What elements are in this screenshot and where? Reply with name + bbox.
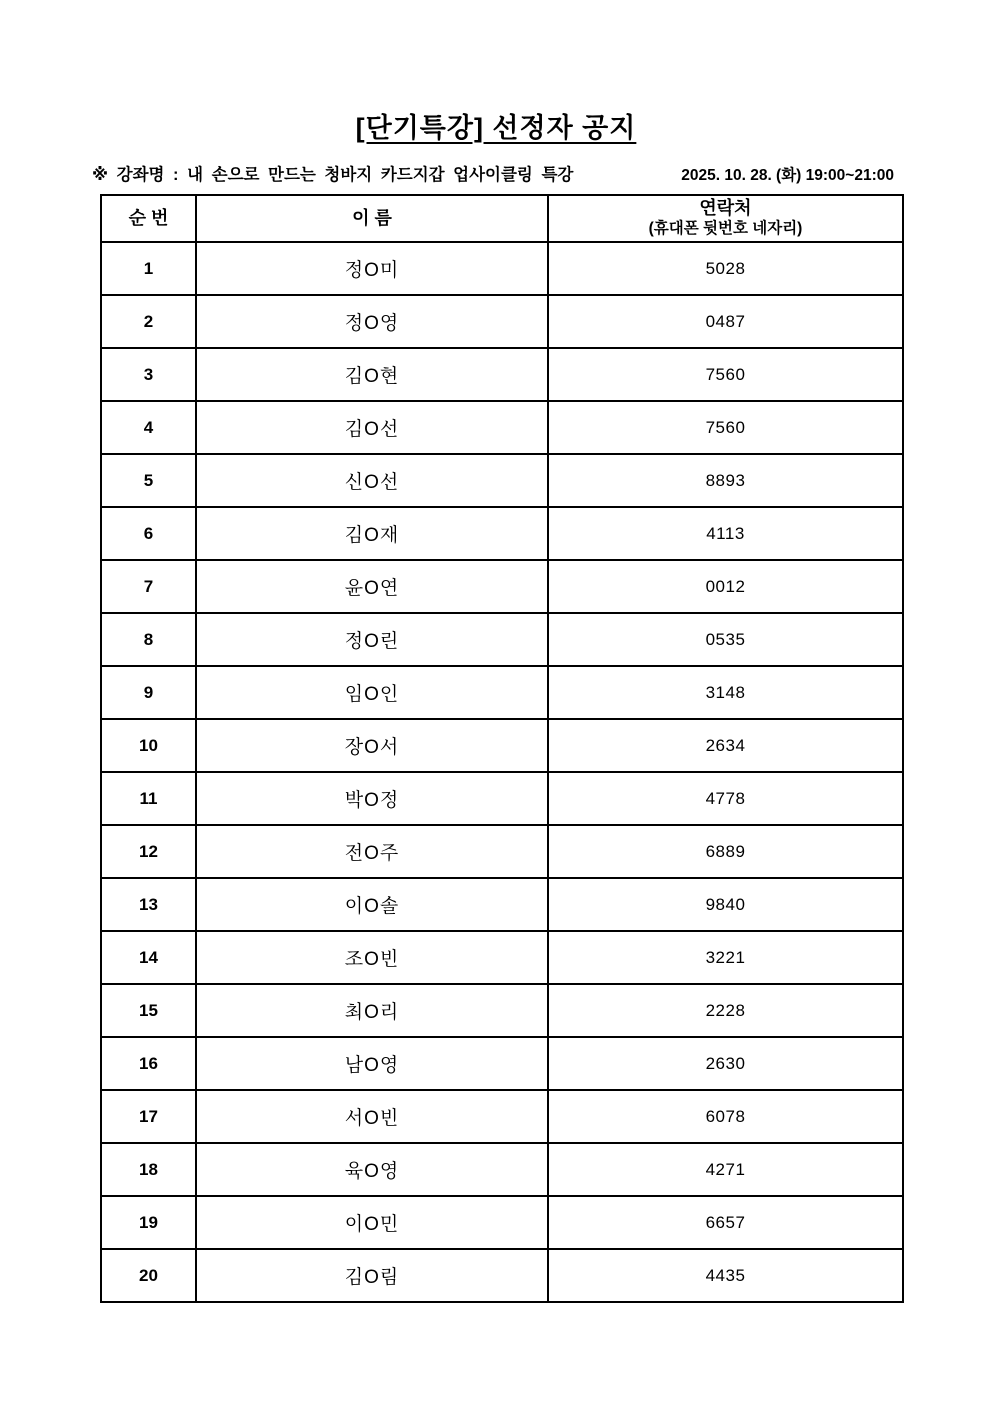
row-number: 11 — [101, 772, 196, 825]
participant-name: 전O주 — [196, 825, 548, 878]
phone-last-four: 6078 — [548, 1090, 903, 1143]
participant-name: 신O선 — [196, 454, 548, 507]
phone-last-four: 8893 — [548, 454, 903, 507]
table-row — [101, 454, 903, 507]
row-number: 17 — [101, 1090, 196, 1143]
participant-name: 이O솔 — [196, 878, 548, 931]
participant-name: 남O영 — [196, 1037, 548, 1090]
row-number: 8 — [101, 613, 196, 666]
participant-name: 김O재 — [196, 507, 548, 560]
participant-name: 조O빈 — [196, 931, 548, 984]
row-number: 19 — [101, 1196, 196, 1249]
contact-header-sub: (휴대폰 뒷번호 네자리) — [648, 220, 803, 237]
row-number: 20 — [101, 1249, 196, 1302]
participant-name: 장O서 — [196, 719, 548, 772]
row-number: 10 — [101, 719, 196, 772]
row-number: 15 — [101, 984, 196, 1037]
course-info-line — [92, 161, 894, 185]
phone-last-four: 4435 — [548, 1249, 903, 1302]
phone-last-four: 5028 — [548, 242, 903, 295]
participant-name: 김O현 — [196, 348, 548, 401]
table-row — [101, 878, 903, 931]
row-number: 6 — [101, 507, 196, 560]
participant-name: 정O영 — [196, 295, 548, 348]
row-number: 1 — [101, 242, 196, 295]
phone-last-four: 0012 — [548, 560, 903, 613]
course-datetime: 2025. 10. 28. (화) 19:00~21:00 — [681, 167, 894, 184]
table-row — [101, 560, 903, 613]
phone-last-four: 2228 — [548, 984, 903, 1037]
row-number: 13 — [101, 878, 196, 931]
row-number: 12 — [101, 825, 196, 878]
row-number: 3 — [101, 348, 196, 401]
row-number: 2 — [101, 295, 196, 348]
row-number: 14 — [101, 931, 196, 984]
page-title: [단기특강] 선정자 공지 — [355, 113, 637, 143]
row-number: 16 — [101, 1037, 196, 1090]
row-number: 9 — [101, 666, 196, 719]
column-header-name: 이 름 — [196, 195, 548, 242]
table-row — [101, 242, 903, 295]
participant-name: 정O린 — [196, 613, 548, 666]
phone-last-four: 0487 — [548, 295, 903, 348]
table-row — [101, 401, 903, 454]
table-row — [101, 825, 903, 878]
phone-last-four: 4113 — [548, 507, 903, 560]
selected-participants-table — [100, 194, 904, 1303]
phone-last-four: 2634 — [548, 719, 903, 772]
participant-name: 윤O연 — [196, 560, 548, 613]
row-number: 7 — [101, 560, 196, 613]
course-name-label: ※ 강좌명 : 내 손으로 만드는 청바지 카드지갑 업사이클링 특강 — [92, 166, 574, 184]
participant-name: 육O영 — [196, 1143, 548, 1196]
title-container — [0, 0, 992, 145]
phone-last-four: 2630 — [548, 1037, 903, 1090]
table-row — [101, 295, 903, 348]
phone-last-four: 7560 — [548, 401, 903, 454]
phone-last-four: 4271 — [548, 1143, 903, 1196]
table-row — [101, 666, 903, 719]
phone-last-four: 0535 — [548, 613, 903, 666]
table-row — [101, 772, 903, 825]
table-row — [101, 613, 903, 666]
row-number: 18 — [101, 1143, 196, 1196]
phone-last-four: 4778 — [548, 772, 903, 825]
participant-name: 박O정 — [196, 772, 548, 825]
phone-last-four: 3221 — [548, 931, 903, 984]
table-row — [101, 719, 903, 772]
table-row — [101, 1037, 903, 1090]
participant-name: 정O미 — [196, 242, 548, 295]
table-header-row — [101, 195, 903, 242]
table-row — [101, 1196, 903, 1249]
column-header-contact — [548, 195, 903, 242]
contact-header-main: 연락처 — [699, 198, 752, 219]
phone-last-four: 6889 — [548, 825, 903, 878]
table-row — [101, 507, 903, 560]
table-row — [101, 1090, 903, 1143]
participant-name: 서O빈 — [196, 1090, 548, 1143]
column-header-number: 순 번 — [101, 195, 196, 242]
row-number: 4 — [101, 401, 196, 454]
participant-name: 이O민 — [196, 1196, 548, 1249]
table-row — [101, 984, 903, 1037]
table-row — [101, 931, 903, 984]
phone-last-four: 9840 — [548, 878, 903, 931]
phone-last-four: 7560 — [548, 348, 903, 401]
participant-name: 김O선 — [196, 401, 548, 454]
table-row — [101, 348, 903, 401]
phone-last-four: 6657 — [548, 1196, 903, 1249]
table-row — [101, 1249, 903, 1302]
participant-name: 임O인 — [196, 666, 548, 719]
phone-last-four: 3148 — [548, 666, 903, 719]
row-number: 5 — [101, 454, 196, 507]
participant-name: 김O림 — [196, 1249, 548, 1302]
table-row — [101, 1143, 903, 1196]
participant-name: 최O리 — [196, 984, 548, 1037]
